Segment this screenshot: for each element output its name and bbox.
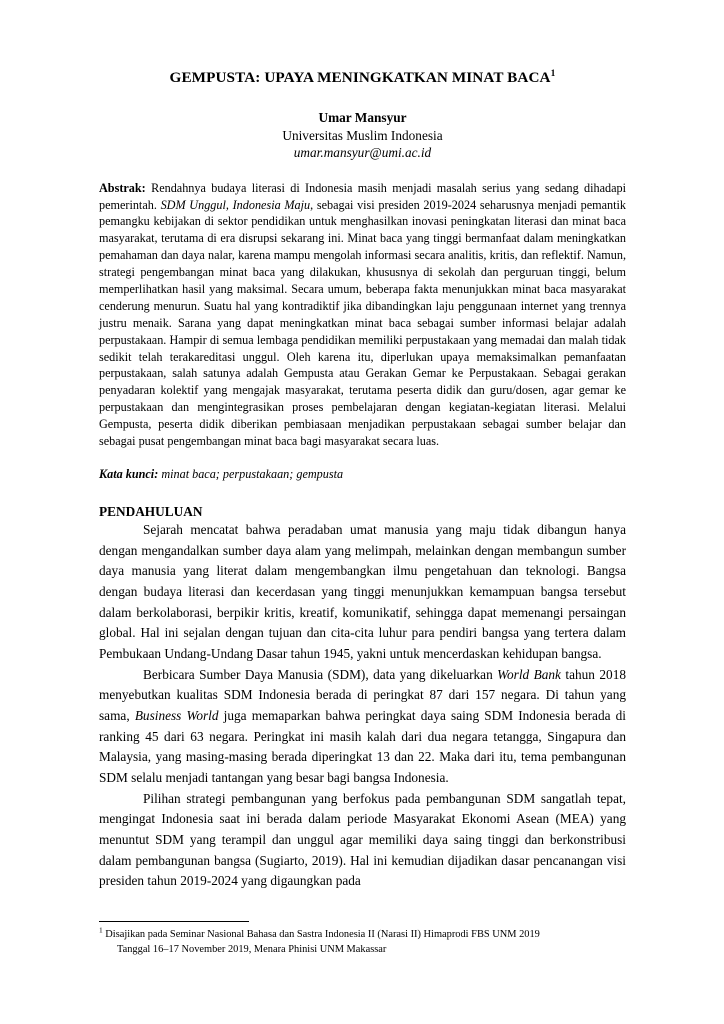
abstract-label: Abstrak: [99,180,146,195]
footnote-line-1: Disajikan pada Seminar Nasional Bahasa dan Sastra Indonesia II (Narasi II) Himaprodi FBS UNM 2019 [102,929,540,940]
footnote-text [99,927,626,957]
body-paragraph-3: Pilihan strategi pembangunan yang berfokus pada pembangunan SDM sangatlah tepat, mengingat Indonesia saat ini berada dalam periode Masyarakat Ekonomi Asean (MEA) yang menuntut SDM yang terampil dan unggul agar memiliki daya saing tinggi dan berkonstribusi dalam pembangunan bangsa (Sugiarto, 2019). Hal ini kemudian dijadikan dasar pencanangan visi presiden tahun 2019-2024 yang digaungkan pada [99,790,626,889]
page-content [99,0,626,892]
keywords-label: Kata kunci: [99,466,159,481]
section-heading-pendahuluan: PENDAHULUAN [99,503,203,519]
author-name: Umar Mansyur [318,110,407,125]
author-affiliation: Universitas Muslim Indonesia [282,127,443,143]
footnote-area [99,921,626,957]
abstract-text-part-2: , sebagai visi presiden 2019-2024 seharusnya menjadi pemantik pemangku kebijakan di sektor pendidikan untuk menghasilkan inovasi peningkatan literasi dan minat baca masyarakat, terutama di era disrupsi sekarang ini. Minat baca yang tinggi bermanfaat dalam meningkatkan pemahaman dan daya nalar, karena mampu mengolah informasi secara analitis, kritis, dan reflektif. Namun, strategi pengembangan minat baca yang dilakukan, khususnya di sekolah dan perguruan tinggi, belum memperlihatkan hasil yang maksimal. Secara umum, beberapa fakta menunjukkan minat baca masyarakat cenderung menurun. Suatu hal yang kontradiktif jika dibandingkan laju penggunaan internet yang trennya justru menaik. Sarana yang dapat meningkatkan minat baca sebagai sumber informasi belajar adalah perpustakaan. Hampir di semua lembaga pendidikan memiliki perpustakaan yang memadai dan malah tidak sedikit telah terakareditasi unggul. Oleh karena itu, diperlukan upaya memaksimalkan pemanfaatan perpustakaan, salah satunya adalah Gempusta atau Gerakan Gemar ke Perpustakaan. Sebagai gerakan penyadaran kolektif yang mengajak masyarakat, terutama peserta didik dan guru/dosen, agar gemar ke perpustakaan dan mengintegrasikan proses pembelajaran dengan kegiatan-kegiatan literasi. Melalui Gempusta, peserta didik diberikan pembiasaan menjadikan perpustakaan sebagai sumber belajar dan sebagai pusat pengembangan minat baca bagi masyarakat secara luas. [99,197,626,448]
footnote-line-2: Tanggal 16–17 November 2019, Menara Phinisi UNM Makassar [117,944,387,956]
page-title [99,68,626,87]
body-paragraph-2 [99,665,626,789]
paragraph-2-part-3: juga memaparkan bahwa peringkat daya saing SDM Indonesia berada di ranking 45 dari 63 negara. Peringkat ini masih kalah dari dua negara tetangga, Singapura dan Malaysia, yang masing-masing berada diperingkat 13 dan 22. Maka dari itu, tema pembangunan SDM selalu menjadi tantangan yang besar bagi bangsa Indonesia. [99,708,626,786]
footnote-marker: 1 [99,925,103,935]
keywords-list: minat baca; perpustakaan; gempusta [158,466,344,481]
footnote-separator-rule [99,921,249,922]
abstract-text-part-1: Rendahnya budaya literasi di Indonesia masih menjadi masalah serius yang sedang dihadapi pemerintah. [99,180,626,212]
abstract-italic-vision: SDM Unggul, Indonesia Maju [160,197,311,212]
paragraph-2-part-1: Berbicara Sumber Daya Manusia (SDM), data yang dikeluarkan [143,666,498,682]
italic-business-world: Business World [134,708,219,724]
keywords-line [99,466,626,483]
paragraph-2-part-2: tahun 2018 menyebutkan kualitas SDM Indonesia berada di peringkat 87 dari 157 negara. Di tahun yang sama, [99,666,626,724]
italic-world-bank: World Bank [497,666,561,682]
body-paragraph-1: Sejarah mencatat bahwa peradaban umat manusia yang maju tidak dibangun hanya dengan mengandalkan sumber daya alam yang melimpah, melainkan dengan membangun sumber daya manusia yang literat dalam mengembangkan ilmu pengetahuan dan teknologi. Bangsa dengan budaya literasi dan kecerdasan yang tinggi menunjukkan kemampuan bangsa tersebut dalam berkolaborasi, berpikir kritis, kreatif, komunikatif, sehingga dapat memenangi persaingan global. Hal ini sejalan dengan tujuan dan cita-cita luhur para pendiri bangsa yang tertera dalam Pembukaan Undang-Undang Dasar tahun 1945, yakni untuk mencerdaskan kehidupan bangsa. [99,522,626,662]
author-email: umar.mansyur@umi.ac.id [293,145,432,161]
title-footnote-marker: 1 [550,68,556,79]
author-block [99,109,626,162]
page-title-text: GEMPUSTA: UPAYA MENINGKATKAN MINAT BACA [169,69,551,86]
abstract-paragraph [99,180,626,450]
